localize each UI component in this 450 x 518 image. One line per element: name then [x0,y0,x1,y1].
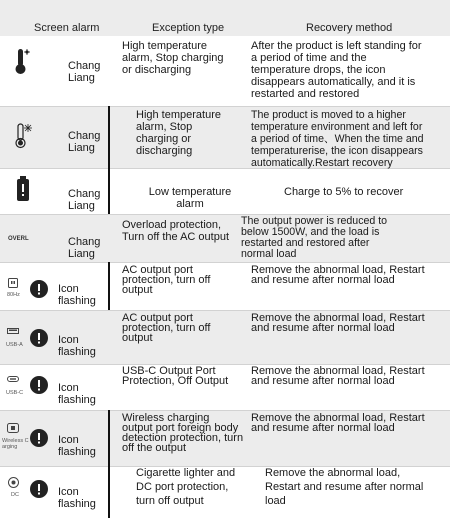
recovery-text: After the product is left standing for a period of time and the temperature drops, the icon disappears automatically, and it is restarted and restored [251,40,422,100]
exception-text: Cigarette lighter and DC port protection, turn off output [136,467,236,507]
usb-c-port-icon [7,376,19,382]
status-label: Icon flashing [58,486,96,510]
header-exception-type: Exception type [152,22,225,34]
status-label: Chang Liang [68,236,101,260]
dc-port-icon [8,477,19,488]
warning-icon [30,480,48,498]
status-label: Icon flashing [58,334,96,358]
recovery-text: The product is moved to a higher temperature environment and left for a period of time、When the time and temperaturerise, the icon disappears automatically.Restart recovery [251,109,424,169]
status-label: Chang Liang [68,130,101,154]
recovery-text: The output power is reduced to below 1500W, and the load is restarted and restored after normal load [241,215,388,260]
status-label: Chang Liang [68,188,101,212]
exception-text: USB-C Output Port Protection, Off Output [122,365,229,387]
dc-label: DC [11,492,19,498]
ac-outlet-icon [8,278,18,288]
header-recovery-method: Recovery method [306,22,393,34]
status-label: Chang Liang [68,60,101,84]
thermometer-icon [14,48,30,76]
status-label: Icon flashing [58,283,96,307]
exception-text: Low temperature alarm [148,186,232,210]
recovery-text: Remove the abnormal load, Restart and resume after normal load [265,467,424,507]
usb-c-label: USB-C [6,390,24,396]
table-header [0,0,450,36]
recovery-text: Remove the abnormal load, Restart and resume after normal load [251,264,425,286]
exception-text: Overload protection, Turn off the AC output [122,219,230,243]
warning-icon [30,329,48,347]
usb-a-port-icon [7,328,19,334]
warning-icon [30,376,48,394]
battery-icon [16,176,30,202]
thermometer-snowflake-icon [14,122,32,150]
status-label: Icon flashing [58,434,96,458]
recovery-text: Charge to 5% to recover [284,186,404,198]
exception-text: High temperature alarm, Stop charging or discharging [122,40,224,76]
wireless-label: Wireless C arging [2,438,29,450]
exception-text: AC output port protection, turn off output [122,264,211,296]
status-label: Icon flashing [58,382,96,406]
recovery-text: Remove the abnormal load, Restart and resume after normal load [251,312,425,334]
usb-a-label: USB-A [6,342,23,348]
recovery-text: Remove the abnormal load, Restart and resume after normal load [251,412,425,434]
ac-outlet-label: 80Hz [7,292,20,298]
overload-icon: OVERL [8,236,29,242]
recovery-text: Remove the abnormal load, Restart and resume after normal load [251,365,425,387]
exception-text: AC output port protection, turn off output [122,312,211,344]
exception-text: High temperature alarm, Stop charging or discharging [136,109,221,157]
exception-text: Wireless charging output port foreign body detection protection, turn off the output [122,412,244,454]
wireless-charging-icon [7,423,19,433]
warning-icon [30,429,48,447]
header-screen-alarm: Screen alarm [34,22,100,34]
warning-icon [30,280,48,298]
